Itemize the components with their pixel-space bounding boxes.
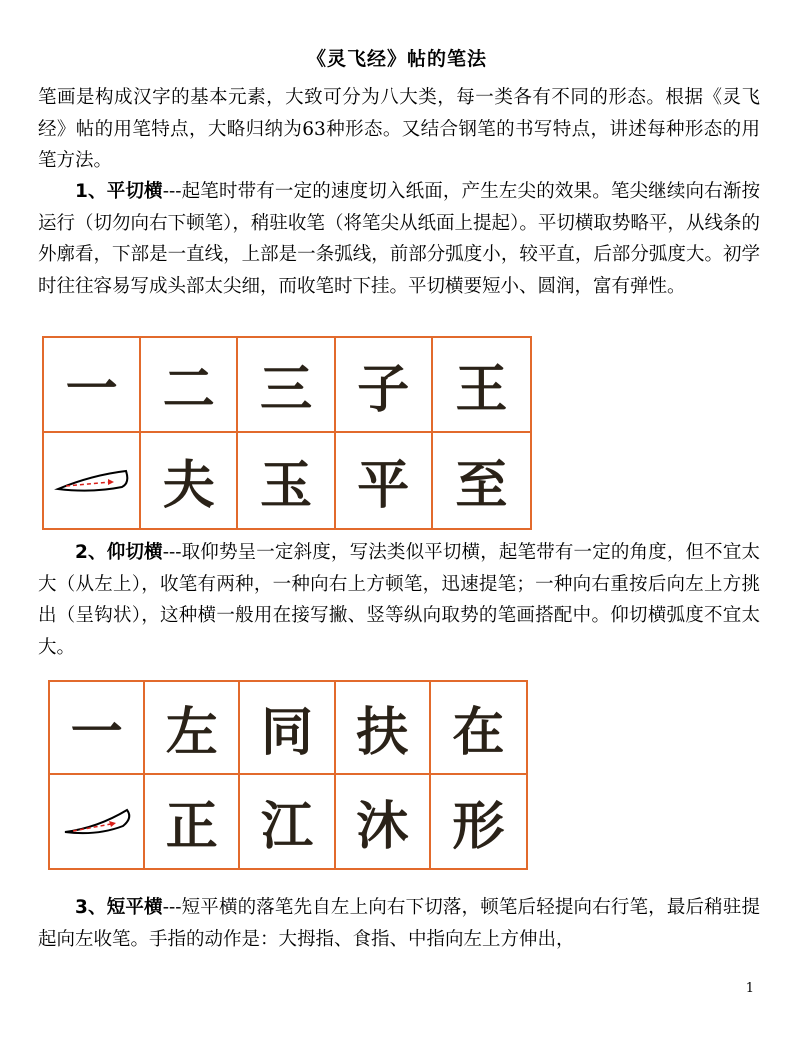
grid1-cell-1 [44, 338, 141, 433]
page-number: 1 [745, 981, 754, 996]
grid1-char: 子 [357, 360, 410, 420]
grid1-char: 二 [162, 360, 215, 420]
grid1-cell-10 [433, 433, 530, 528]
section-3-name: 短平横 [106, 897, 163, 918]
grid2-char: 形 [452, 797, 505, 857]
grid2-cell-3 [240, 682, 335, 775]
grid1-char: 一 [65, 360, 118, 420]
grid1-cell-8 [238, 433, 335, 528]
grid2-char: 沐 [356, 797, 409, 857]
grid1-char: 玉 [259, 456, 312, 516]
grid1-cell-2 [141, 338, 238, 433]
grid1-cell-4 [336, 338, 433, 433]
grid2-cell-9 [336, 775, 431, 868]
section-1-text: ---起笔时带有一定的速度切入纸面，产生左尖的效果。笔尖继续向右渐按运行（切勿向右下顿笔），稍驻收笔（将笔尖从纸面上提起）。平切横取势略平，从线条的外廓看，下部是一直线，上部是一条弧线，前部分弧度小，较平直，后部分弧度大。初学时往往容易写成头部太尖细，而收笔时下挂。平切横要短小、圆润，富有弹性。 [38, 181, 760, 297]
grid2-cell-2 [145, 682, 240, 775]
section-3-number: 3、 [75, 897, 107, 918]
grid2-char: 正 [165, 797, 218, 857]
grid1-char: 夫 [162, 456, 215, 516]
grid2-cell-8 [240, 775, 335, 868]
grid2-char: 左 [165, 703, 218, 763]
page-title: 《灵飞经》帖的笔法 [306, 48, 487, 70]
grid2-char: 一 [70, 703, 123, 763]
grid2-char: 同 [260, 703, 313, 763]
grid1-char: 平 [357, 456, 410, 516]
stroke-example-grid-2 [48, 680, 528, 870]
grid2-char: 江 [260, 797, 313, 857]
grid2-cell-5 [431, 682, 526, 775]
section-1-name: 平切横 [106, 181, 163, 202]
grid2-cell-7 [145, 775, 240, 868]
section-2-paragraph [38, 537, 760, 663]
grid1-cell-3 [238, 338, 335, 433]
grid2-char: 扶 [356, 703, 409, 763]
section-2-text: ---取仰势呈一定斜度，写法类似平切横，起笔带有一定的角度，但不宜太大（从左上），收笔有两种，一种向右上方顿笔，迅速提笔；一种向右重按后向左上方挑出（呈钩状），这种横一般用在接写撇、竖等纵向取势的笔画搭配中。仰切横弧度不宜太大。 [38, 542, 760, 658]
section-3-paragraph [38, 892, 760, 955]
grid1-cell-5 [433, 338, 530, 433]
grid1-cell-9 [336, 433, 433, 528]
intro-paragraph: 笔画是构成汉字的基本元素，大致可分为八大类，每一类各有不同的形态。根据《灵飞经》帖的用笔特点，大略归纳为63种形态。又结合钢笔的书写特点，讲述每种形态的用笔方法。 [38, 87, 760, 171]
section-3-text: ---短平横的落笔先自左上向右下切落，顿笔后轻提向右行笔，最后稍驻提起向左收笔。手指的动作是：大拇指、食指、中指向左上方伸出， [38, 897, 760, 950]
grid1-char: 三 [259, 360, 312, 420]
grid1-char: 王 [455, 360, 508, 420]
stroke-example-grid-1 [42, 336, 532, 530]
section-2-name: 仰切横 [106, 542, 163, 563]
flat-cut-stroke-diagram [52, 461, 132, 501]
section-2-number: 2、 [75, 542, 107, 563]
grid2-cell-4 [336, 682, 431, 775]
grid1-stroke-diagram-cell [44, 433, 141, 528]
section-1-paragraph [38, 176, 760, 302]
grid2-cell-1 [50, 682, 145, 775]
grid2-cell-10 [431, 775, 526, 868]
grid2-stroke-diagram-cell [50, 775, 145, 868]
section-1-number: 1、 [75, 181, 107, 202]
grid2-char: 在 [452, 703, 505, 763]
grid1-char: 至 [455, 456, 508, 516]
grid1-cell-7 [141, 433, 238, 528]
rising-cut-stroke-diagram [57, 802, 137, 842]
